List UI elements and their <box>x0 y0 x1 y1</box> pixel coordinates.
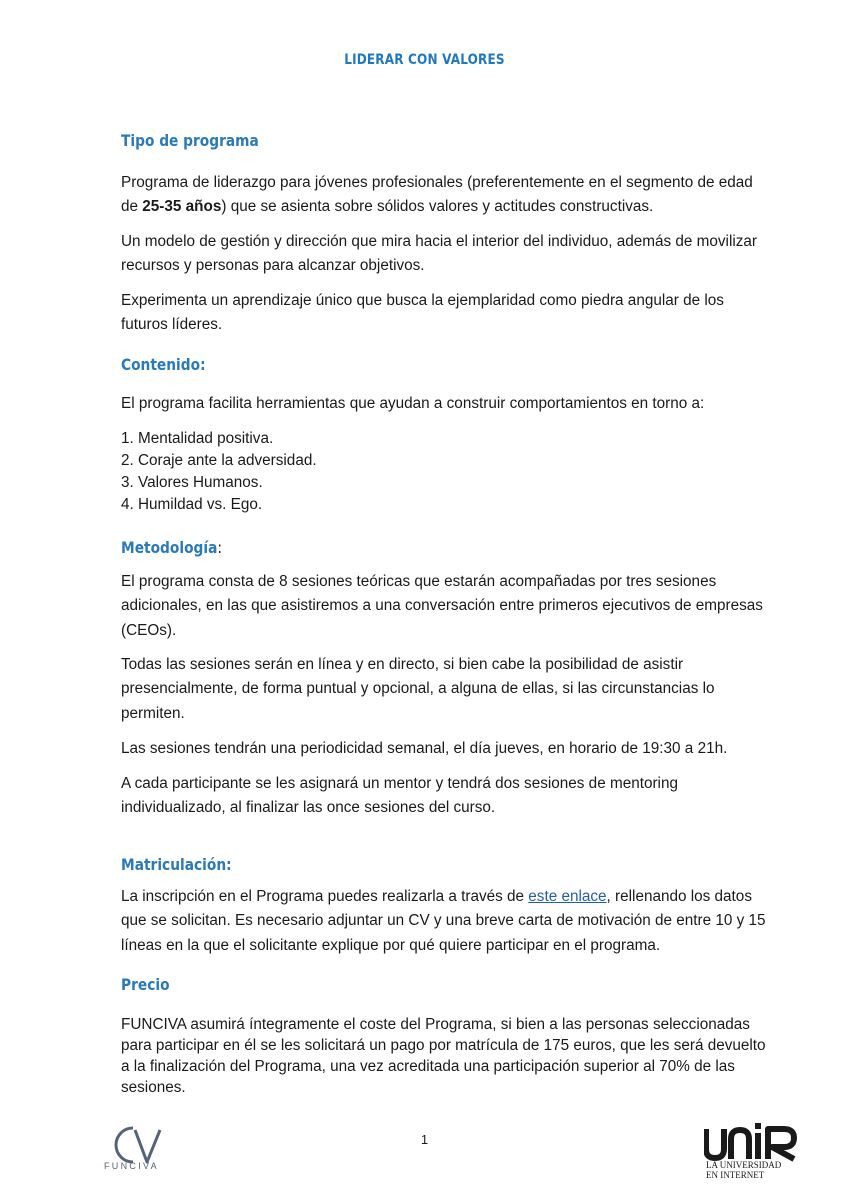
page-number: 1 <box>420 1132 429 1147</box>
contenido-list <box>121 428 317 516</box>
precio-paragraph: FUNCIVA asumirá íntegramente el coste del Programa, si bien a las personas seleccionadas para participar en él se les solicitará un pago por matrícula de 175 euros, que les será devuelto a la finalización del Programa, una vez acreditada una participación superior al 70% de las sesiones. <box>121 1016 766 1096</box>
tipo-paragraph-3: Experimenta un aprendizaje único que busca la ejemplaridad como piedra angular de los futuros líderes. <box>121 292 724 334</box>
document-title: LIDERAR CON VALORES <box>344 52 505 68</box>
heading-colon: : <box>217 538 223 557</box>
contenido-intro: El programa facilita herramientas que ayudan a construir comportamientos en torno a: <box>121 395 705 412</box>
unir-logo-tagline <box>706 1160 781 1180</box>
list-item: 1. Mentalidad positiva. <box>121 430 274 447</box>
metodologia-paragraph-2: Todas las sesiones serán en línea y en directo, si bien cabe la posibilidad de asistir presencialmente, de forma puntual y opcional, a alguna de ellas, si las circunstancias lo permiten. <box>121 656 715 722</box>
unir-tagline-line-2: EN INTERNET <box>706 1170 765 1180</box>
tipo-paragraph-1 <box>121 171 771 220</box>
unir-tagline-line-1: LA UNIVERSIDAD <box>706 1160 782 1170</box>
matriculacion-text-a: La inscripción en el Programa puedes realizarla a través de <box>121 888 529 905</box>
list-item: 4. Humildad vs. Ego. <box>121 496 263 513</box>
funciva-logo-text: FUNCIVA <box>104 1161 159 1171</box>
heading-matriculacion: Matriculación: <box>121 855 232 874</box>
unir-logo-icon <box>704 1121 804 1163</box>
heading-tipo-de-programa: Tipo de programa <box>121 131 259 150</box>
tipo-p1-text-a: Programa de liderazgo para jóvenes profesionales (preferentemente en el segmento de edad de <box>121 174 753 216</box>
heading-metodologia <box>121 538 222 557</box>
tipo-p1-text-b: ) que se asienta sobre sólidos valores y actitudes constructivas. <box>221 198 654 216</box>
heading-metodologia-text: Metodología <box>121 538 218 557</box>
heading-contenido: Contenido: <box>121 355 206 374</box>
metodologia-paragraph-4: A cada participante se les asignará un mentor y tendrá dos sesiones de mentoring individualizado, al finalizar las once sesiones del curso. <box>121 775 678 817</box>
registration-link[interactable]: este enlace <box>528 888 607 905</box>
list-item: 3. Valores Humanos. <box>121 474 263 491</box>
metodologia-paragraph-1: El programa consta de 8 sesiones teóricas que estarán acompañadas por tres sesiones adicionales, en las que asistiremos a una conversación entre primeros ejecutivos de empresas (CEOs). <box>121 573 763 639</box>
age-range: 25-35 años <box>142 198 222 216</box>
metodologia-paragraph-3: Las sesiones tendrán una periodicidad semanal, el día jueves, en horario de 19:30 a 21h. <box>121 740 728 757</box>
tipo-paragraph-2: Un modelo de gestión y dirección que mira hacia el interior del individuo, además de movilizar recursos y personas para alcanzar objetivos. <box>121 233 758 275</box>
list-item: 2. Coraje ante la adversidad. <box>121 452 317 469</box>
matriculacion-paragraph <box>121 885 771 958</box>
matriculacion-text-b: , rellenando los datos que se solicitan. Es necesario adjuntar un CV y una breve carta de motivación de entre 10 y 15 líneas en la que el solicitante explique por qué quiere participar en el programa. <box>121 888 766 954</box>
heading-precio: Precio <box>121 975 170 994</box>
